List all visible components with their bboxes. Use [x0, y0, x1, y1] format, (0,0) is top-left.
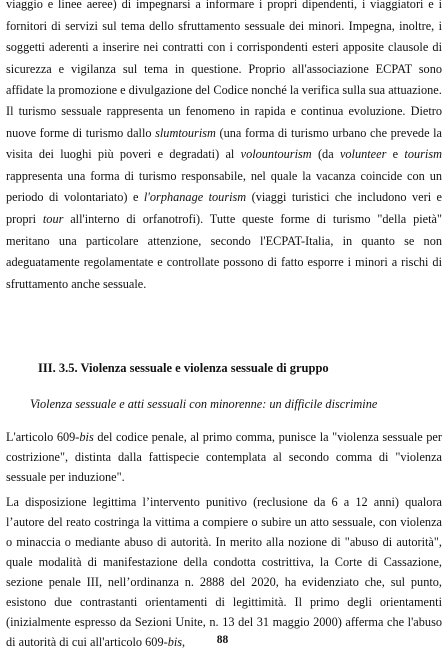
paragraph-ecpat-code — [6, 0, 442, 102]
text-run: (una forma di turismo urbano che prevede la visita dei luoghi più poveri e degradati) al — [6, 125, 443, 162]
italic-term: volunteer — [339, 147, 387, 162]
text-run: L'articolo 609- — [6, 430, 80, 444]
section-heading: III. 3.5. Violenza sessuale e violenza sessuale di gruppo — [38, 361, 329, 375]
subsection-heading: Violenza sessuale e atti sessuali con minorenne: un difficile discrimine — [30, 397, 378, 411]
text-run: (da — [311, 147, 340, 162]
text-run: Il turismo sessuale rappresenta un fenomeno in rapida e continua evoluzione. Dietro nuove forme di turismo dallo — [6, 104, 442, 140]
italic-term: l'orphanage tourism — [143, 190, 247, 205]
text-run: all'interno di orfanotrofi). Tutte queste forme di turismo "della pietà" meritano una particolare attenzione, secondo l'ECPAT-Italia, in quanto se non adeguatamente regolamentate e controllate possono di fatto esporre i minori a rischi di sfruttamento anche sessuale. — [6, 211, 442, 291]
text-run: La disposizione legittima l’intervento punitivo (reclusione da 6 a 12 anni) qualora l’autore del reato costringa la vittima a compiere o subire un atto sessuale, con violenza o minaccia o mediante abuso di autorità. In merito alla nozione di "abuso di autorità", quale modalità di manifestazione della condotta costrittiva, la Corte di Cassazione, sezione penale III, nell’ordinanza n. 2888 del 2020, ha evidenziato che, sul punto, esistono due contrastanti orientamenti di legittimità. Il primo degli orientamenti (inizialmente espresso da Sezioni Unite, n. 13 del 31 maggio 2000) afferma che l'abuso di autorità di cui all'articolo 609- — [6, 495, 442, 649]
italic-term: slumtourism — [155, 125, 216, 140]
paragraph-text: viaggio e linee aeree) di impegnarsi a informare i propri dipendenti, i viaggiatori e i fornitori di servizi sul tema dello sfruttamento sessuale dei minori. Impegna, inoltre, i soggetti aderenti a inserire nei contratti con i corrispondenti esteri apposite clausole di sicurezza e vigilanza sul tema in questione. Proprio all'associazione ECPAT sono affidate la promozione e divulgazione del Codice nonché la verifica sulla sua attuazione. — [6, 0, 442, 98]
paragraph-article-609bis — [6, 427, 442, 487]
page-number: 88 — [216, 634, 229, 646]
italic-term: tourism — [404, 147, 442, 162]
text-run: e — [386, 147, 405, 162]
text-run: del codice penale, al primo comma, punisce la "violenza sessuale per costrizione", distinta dalla fattispecie contemplata al secondo comma di "violenza sessuale per induzione". — [6, 430, 442, 484]
italic-term: bis — [167, 635, 183, 649]
italic-term: tour — [42, 211, 64, 226]
paragraph-sex-tourism — [6, 101, 442, 295]
paragraph-abuse-of-authority — [6, 492, 442, 652]
italic-term: bis — [79, 430, 94, 444]
text-run: (viaggi turistici che includono veri e propri — [6, 190, 443, 226]
italic-term: volountourism — [240, 147, 312, 162]
text-run: , — [182, 635, 186, 649]
text-run: rappresenta una forma di turismo responsabile, nel quale la vacanza coincide con un periodo di volontariato) e — [6, 168, 442, 205]
